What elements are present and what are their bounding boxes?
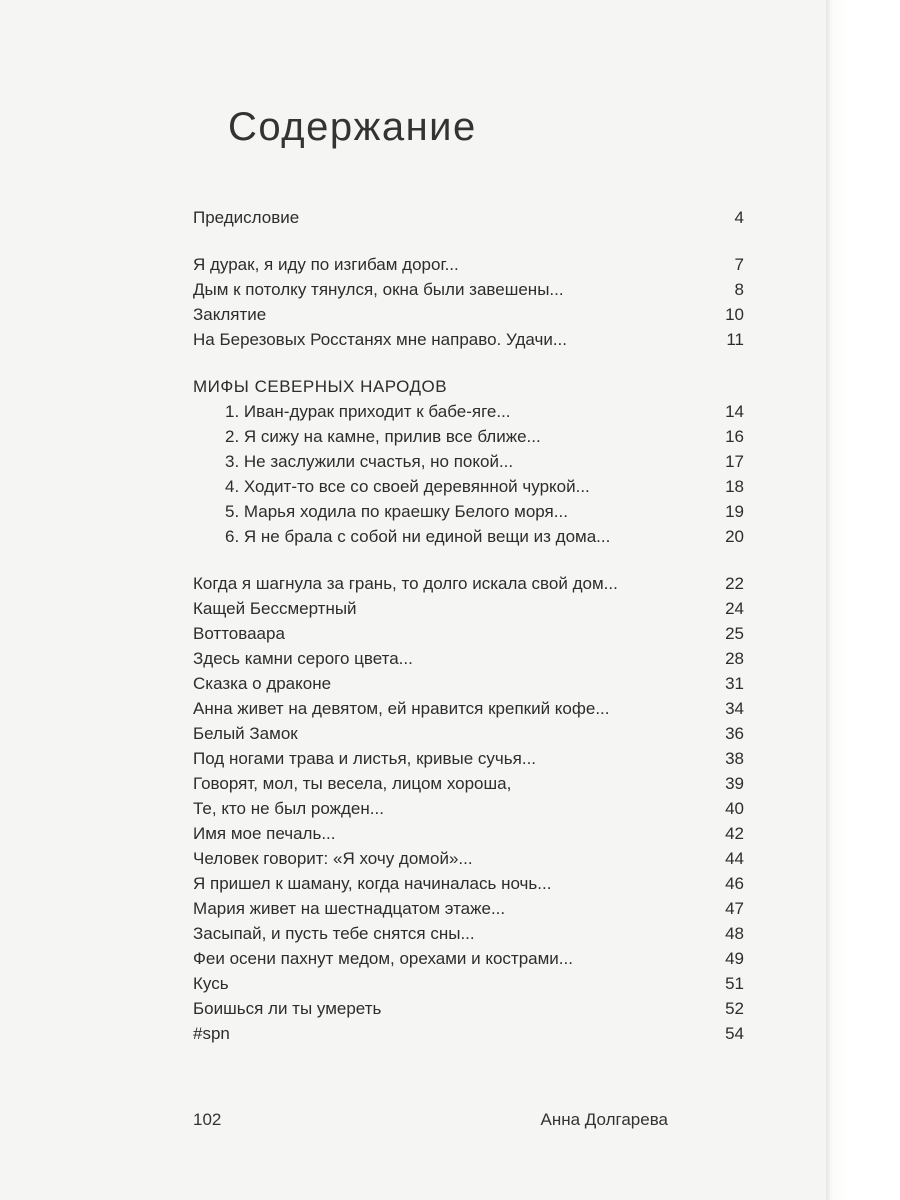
- footer-author: Анна Долгарева: [540, 1110, 668, 1129]
- toc-entry-title: Человек говорит: «Я хочу домой»...: [193, 849, 473, 868]
- toc-entry: [193, 302, 744, 327]
- toc-group-1: [193, 252, 744, 352]
- toc-entry-page: 16: [725, 427, 744, 446]
- toc-entry-title: Когда я шагнула за грань, то долго искала свой дом...: [193, 574, 618, 593]
- toc-entry-page: 39: [725, 774, 744, 793]
- toc-entry-title: Кусь: [193, 974, 229, 993]
- toc-entry-page: 10: [725, 305, 744, 324]
- toc-entry: [193, 1021, 744, 1046]
- toc-entry-title: Феи осени пахнут медом, орехами и кострами...: [193, 949, 573, 968]
- toc-entry-title: Те, кто не был рожден...: [193, 799, 384, 818]
- toc-entry-page: 22: [725, 574, 744, 593]
- toc-entry-title: Мария живет на шестнадцатом этаже...: [193, 899, 506, 918]
- toc-entry-page: 49: [725, 949, 744, 968]
- toc-entry-page: 46: [725, 874, 744, 893]
- toc-entry-title: Сказка о драконе: [193, 674, 332, 693]
- toc-entry: [193, 646, 744, 671]
- toc-entry-page: 31: [725, 674, 744, 693]
- toc-entry-page: 51: [725, 974, 744, 993]
- toc-entry-page: 25: [725, 624, 744, 643]
- toc-entry-page: 48: [725, 924, 744, 943]
- toc-entry-page: 20: [725, 527, 744, 546]
- toc-entry-title: 5. Марья ходила по краешку Белого моря...: [225, 502, 568, 521]
- toc-entry-title: Предисловие: [193, 208, 300, 227]
- toc-entry-title: Я пришел к шаману, когда начиналась ночь...: [193, 874, 552, 893]
- toc-entry-title: 2. Я сижу на камне, прилив все ближе...: [225, 427, 541, 446]
- toc-entry-title: Дым к потолку тянулся, окна были завешены...: [193, 280, 564, 299]
- toc-gap: [193, 549, 744, 571]
- toc-entry-title: Под ногами трава и листья, кривые сучья...: [193, 749, 537, 768]
- toc-entry-page: 28: [725, 649, 744, 668]
- toc-entry: [193, 571, 744, 596]
- toc-entry: [193, 896, 744, 921]
- toc-entry-title: Говорят, мол, ты весела, лицом хороша,: [193, 774, 512, 793]
- toc-entry-preface: [193, 205, 744, 230]
- toc-entry: [193, 771, 744, 796]
- toc-subentry: [193, 449, 744, 474]
- toc-entry: [193, 671, 744, 696]
- toc-entry: [193, 871, 744, 896]
- toc-entry: [193, 696, 744, 721]
- toc-entry-title: Кащей Бессмертный: [193, 599, 357, 618]
- toc-entry-page: 19: [725, 502, 744, 521]
- toc-entry-title: Белый Замок: [193, 724, 298, 743]
- toc-entry-title: 4. Ходит-то все со своей деревянной чуркой...: [225, 477, 590, 496]
- toc-entry-title: #spn: [193, 1024, 230, 1043]
- toc-entry-page: 7: [734, 255, 744, 274]
- toc-entry-page: 24: [725, 599, 744, 618]
- toc-entry-page: 14: [725, 402, 744, 421]
- toc-entry: [193, 277, 744, 302]
- toc-entry-title: Засыпай, и пусть тебе снятся сны...: [193, 924, 475, 943]
- footer-page-number: 102: [193, 1110, 222, 1129]
- toc-entry: [193, 846, 744, 871]
- toc-entry-page: 47: [725, 899, 744, 918]
- toc-entry-page: 54: [725, 1024, 744, 1043]
- toc-entry: [193, 921, 744, 946]
- toc-entry-page: 18: [725, 477, 744, 496]
- toc-entry-title: Здесь камни серого цвета...: [193, 649, 413, 668]
- toc-subentry: [193, 499, 744, 524]
- toc-entry-page: 44: [725, 849, 744, 868]
- toc-subentry: [193, 424, 744, 449]
- toc-subentry: [193, 474, 744, 499]
- toc-entry: [193, 946, 744, 971]
- toc-entry-title: Имя мое печаль...: [193, 824, 336, 843]
- toc-entry-title: Я дурак, я иду по изгибам дорог...: [193, 255, 459, 274]
- toc-entry-page: 42: [725, 824, 744, 843]
- toc-entry-title: 3. Не заслужили счастья, но покой...: [225, 452, 514, 471]
- toc-entry: [193, 596, 744, 621]
- toc-group-2: [193, 571, 744, 1046]
- table-of-contents: [193, 205, 744, 1046]
- toc-entry-page: 38: [725, 749, 744, 768]
- toc-subentry: [193, 399, 744, 424]
- toc-entry-page: 52: [725, 999, 744, 1018]
- toc-entry-title: Анна живет на девятом, ей нравится крепкий кофе...: [193, 699, 610, 718]
- toc-entry-title: 6. Я не брала с собой ни единой вещи из дома...: [225, 527, 611, 546]
- toc-entry: [193, 821, 744, 846]
- toc-entry: [193, 996, 744, 1021]
- page-title: Содержание: [228, 105, 477, 149]
- toc-entry: [193, 971, 744, 996]
- toc-entry-page: 40: [725, 799, 744, 818]
- toc-entry: [193, 746, 744, 771]
- toc-entry: [193, 327, 744, 352]
- toc-entry-title: Заклятие: [193, 305, 267, 324]
- toc-entry: [193, 796, 744, 821]
- toc-entry: [193, 721, 744, 746]
- toc-entry: [193, 252, 744, 277]
- toc-gap: [193, 352, 744, 374]
- toc-subentry: [193, 524, 744, 549]
- toc-entry-page: 11: [726, 330, 744, 349]
- toc-entry: [193, 621, 744, 646]
- toc-entry-title: 1. Иван-дурак приходит к бабе-яге...: [225, 402, 511, 421]
- toc-gap: [193, 230, 744, 252]
- toc-entry-title: На Березовых Росстанях мне направо. Удачи...: [193, 330, 567, 349]
- toc-entry-page: 8: [734, 280, 744, 299]
- toc-entry-page: 34: [725, 699, 744, 718]
- toc-entry-page: 4: [734, 208, 744, 227]
- page-edge: [826, 0, 900, 1200]
- toc-entry-title: Боишься ли ты умереть: [193, 999, 382, 1018]
- toc-section-heading: МИФЫ СЕВЕРНЫХ НАРОДОВ: [193, 377, 448, 396]
- toc-entry-page: 36: [725, 724, 744, 743]
- toc-entry-page: 17: [725, 452, 744, 471]
- toc-entry-title: Воттоваара: [193, 624, 285, 643]
- toc-section-myths: [193, 374, 744, 549]
